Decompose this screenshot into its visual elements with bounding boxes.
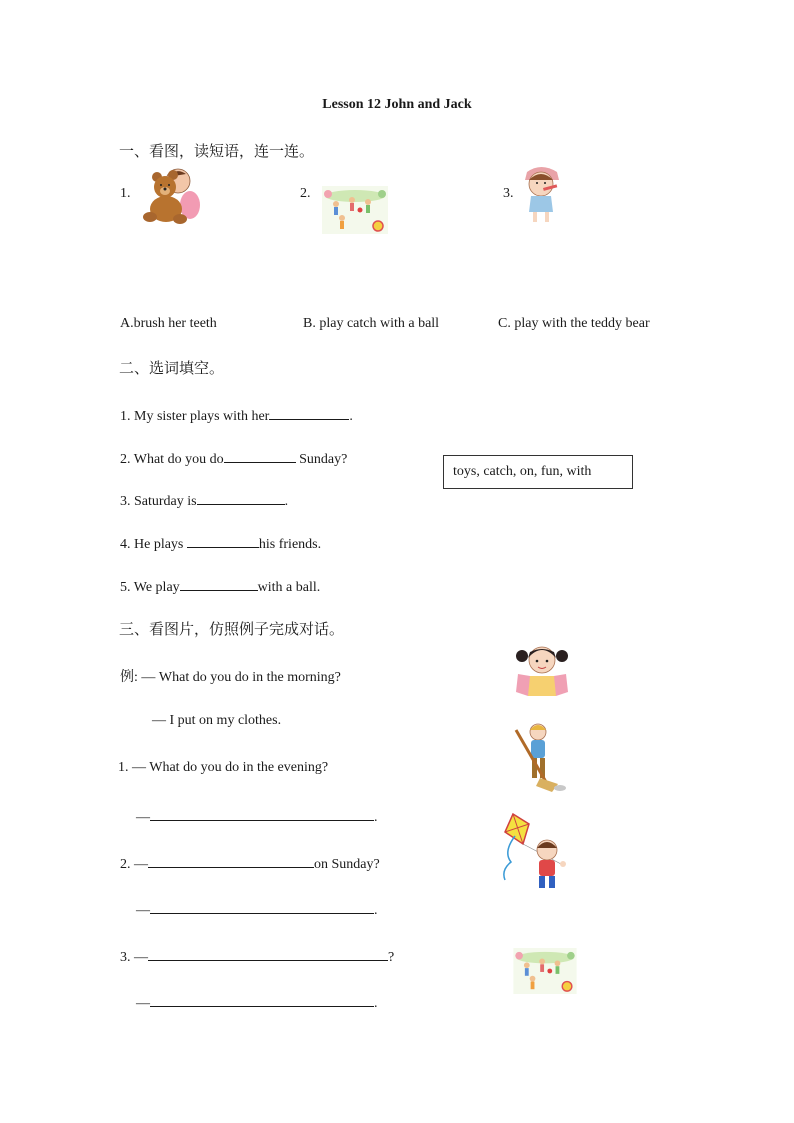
s2-item-4-num: 4. [120, 537, 131, 552]
s2-item-5-post: with a ball. [257, 580, 321, 595]
s3-a3-period: . [374, 996, 378, 1011]
answer-blank[interactable] [150, 806, 374, 821]
s1-num-2: 2. [300, 186, 311, 201]
s3-q3-num: 3. [120, 950, 131, 965]
s2-item-2-post: Sunday? [295, 452, 348, 467]
answer-blank[interactable] [180, 576, 258, 591]
s2-item-2 [120, 448, 347, 468]
s2-item-1-pre: My sister plays with her [134, 409, 270, 424]
answer-blank[interactable] [224, 448, 296, 463]
s2-item-1-num: 1. [120, 409, 131, 424]
s2-item-4-pre: He plays [134, 537, 187, 552]
s1-option-b: B. play catch with a ball [303, 316, 440, 331]
s1-num-1: 1. [120, 186, 131, 201]
s3-a1-period: . [374, 810, 378, 825]
s3-a2 [136, 899, 378, 919]
s1-num-3: 3. [503, 186, 514, 201]
kids-playing-ball-icon [512, 948, 578, 994]
s3-q3-dash: — [134, 950, 148, 965]
s2-item-3-pre: Saturday is [134, 494, 197, 509]
boy-sweeping-icon [512, 722, 568, 792]
s2-item-5 [120, 576, 320, 596]
s2-item-1 [120, 405, 353, 425]
s2-item-4 [120, 533, 321, 553]
word-box: toys, catch, on, fun, with [443, 455, 633, 489]
s3-q1 [118, 760, 328, 776]
boy-kite-icon [499, 812, 579, 894]
s3-a3 [136, 992, 378, 1012]
answer-blank[interactable] [148, 853, 314, 868]
section3-heading: 三、看图片，仿照例子完成对话。 [119, 622, 345, 638]
girl-dressing-icon [514, 644, 570, 696]
s3-q2-num: 2. [120, 857, 131, 872]
page-title: Lesson 12 John and Jack [322, 97, 472, 112]
kids-playing-ball-icon [322, 186, 388, 234]
answer-blank[interactable] [197, 490, 285, 505]
answer-blank[interactable] [269, 405, 349, 420]
section2-heading: 二、选词填空。 [119, 361, 225, 377]
s1-option-c: C. play with the teddy bear [498, 316, 650, 331]
s2-item-3 [120, 490, 288, 510]
s3-example-a: — I put on my clothes. [152, 713, 282, 728]
s3-q2-post: on Sunday? [314, 857, 380, 872]
s2-item-3-num: 3. [120, 494, 131, 509]
answer-blank[interactable] [150, 992, 374, 1007]
answer-blank[interactable] [187, 533, 259, 548]
s1-option-a: A.brush her teeth [120, 316, 217, 331]
s2-item-3-post: . [284, 494, 289, 509]
s3-example-q-text: — What do you do in the morning? [141, 670, 341, 685]
girl-brushing-teeth-icon [519, 166, 565, 224]
answer-blank[interactable] [148, 946, 388, 961]
s3-a1 [136, 806, 378, 826]
s3-example-q [120, 666, 341, 686]
s3-q2-dash: — [134, 857, 148, 872]
s2-item-4-post: his friends. [258, 537, 322, 552]
s3-a1-dash: — [136, 810, 150, 825]
s2-item-5-num: 5. [120, 580, 131, 595]
answer-blank[interactable] [150, 899, 374, 914]
s3-example-label: 例: [120, 670, 138, 685]
s3-q1-text: — What do you do in the evening? [132, 760, 329, 775]
s3-a3-dash: — [136, 996, 150, 1011]
s3-q3-post: ? [388, 950, 395, 965]
s3-a2-dash: — [136, 903, 150, 918]
s3-q3 [120, 946, 394, 966]
s3-q1-num: 1. [118, 760, 129, 775]
section1-heading: 一、看图，读短语，连一连。 [119, 144, 315, 160]
s3-a2-period: . [374, 903, 378, 918]
s3-q2 [120, 853, 380, 873]
s2-item-1-post: . [349, 409, 353, 424]
s2-item-5-pre: We play [133, 580, 180, 595]
teddy-bear-baby-icon [140, 165, 202, 225]
s2-item-2-pre: What do you do [133, 452, 224, 467]
s2-item-2-num: 2. [120, 452, 131, 467]
